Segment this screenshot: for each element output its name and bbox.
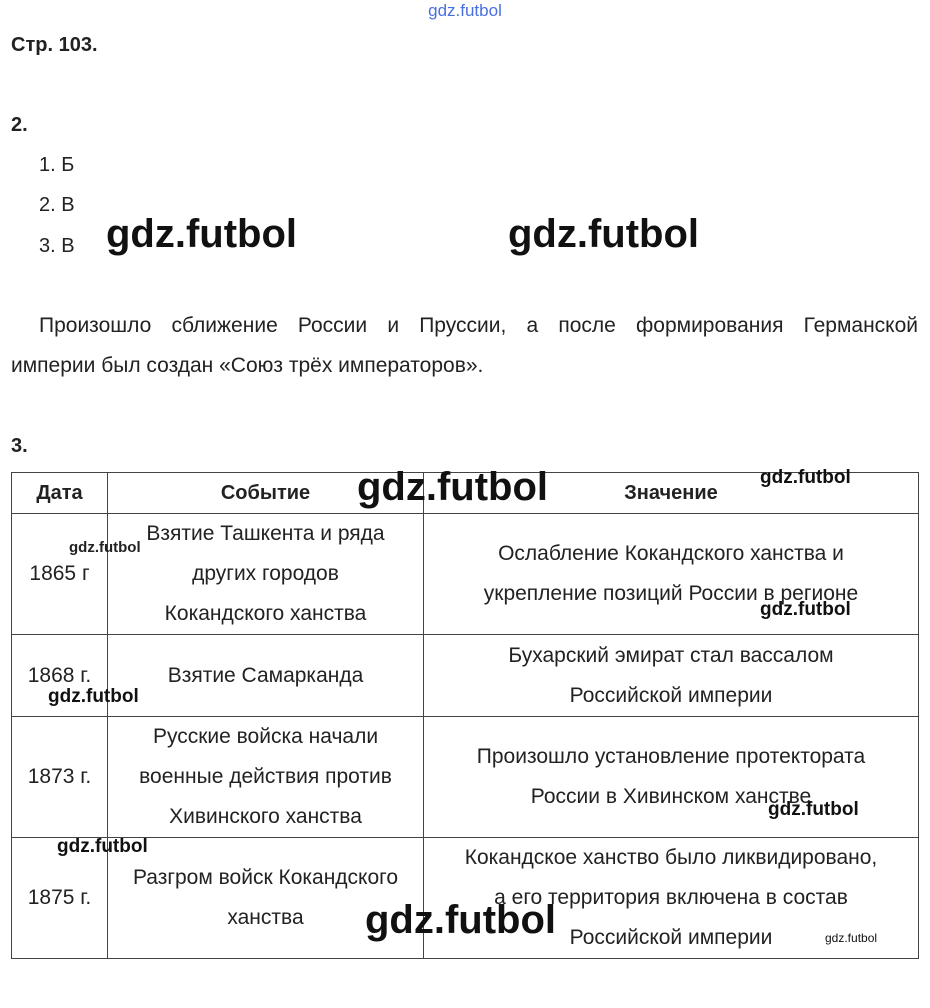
watermark: gdz.futbol [508,212,700,256]
cell-line: а его территория включена в состав [494,886,848,909]
watermark: gdz.futbol [365,898,557,942]
question-2-paragraph [11,306,918,386]
table-row [12,635,919,717]
events-table [11,472,919,959]
watermark: gdz.futbol [57,836,148,857]
cell-line: Ослабление Кокандского ханства и [498,542,844,565]
watermark: gdz.futbol [760,599,851,620]
watermark: gdz.futbol [106,212,298,256]
cell-line: Хивинского ханства [169,805,362,828]
cell-line: Русские войска начали [152,725,379,748]
cell-event [108,717,424,838]
watermark: gdz.futbol [760,467,851,488]
cell-line: Разгром войск Кокандского [132,866,399,889]
cell-line: Российской империи [569,926,773,949]
paragraph-line: империи был создан «Союз трёх императоров». [11,354,484,377]
watermark: gdz.futbol [48,686,139,707]
cell-line: Бухарский эмират стал вассалом [508,643,834,667]
question-2-number: 2. [11,114,28,136]
answer-item: 2. В [39,194,75,216]
cell-date: 1873 г. [12,717,108,838]
answer-item: 1. Б [39,154,75,176]
cell-line: других городов [192,562,339,585]
column-header-event: Событие [108,473,424,514]
watermark: gdz.futbol [69,539,141,556]
cell-event [108,514,424,635]
cell-line: России в Хивинском ханстве [530,785,812,808]
watermark: gdz.futbol [825,931,878,945]
cell-line: Кокандское ханство было ликвидировано, [464,846,878,869]
watermark: gdz.futbol [768,799,859,820]
cell-line: военные действия против [139,765,392,788]
cell-event [108,635,424,717]
column-header-meaning: Значение [424,473,919,514]
column-header-date: Дата [12,473,108,514]
cell-line: Кокандского ханства [164,602,367,625]
watermark-top: gdz.futbol [428,1,502,20]
cell-line: ханства [227,906,304,929]
cell-date: 1868 г. [12,635,108,717]
cell-meaning [424,635,919,717]
watermark: gdz.futbol [357,465,549,509]
question-3-number: 3. [11,435,28,457]
cell-line: Взятие Самарканда [167,663,364,687]
paragraph-line: Произошло сближение России и Пруссии, а после формирования Германской [39,314,918,337]
cell-date: 1875 г. [12,838,108,959]
cell-line: укрепление позиций России в регионе [483,582,859,605]
cell-line: Российской империи [569,683,773,707]
cell-line: Произошло установление протектората [476,745,866,768]
page-label: Стр. 103. [11,34,98,56]
cell-date: 1865 г [12,514,108,635]
answer-item: 3. В [39,235,75,257]
cell-line: Взятие Ташкента и ряда [146,522,385,545]
